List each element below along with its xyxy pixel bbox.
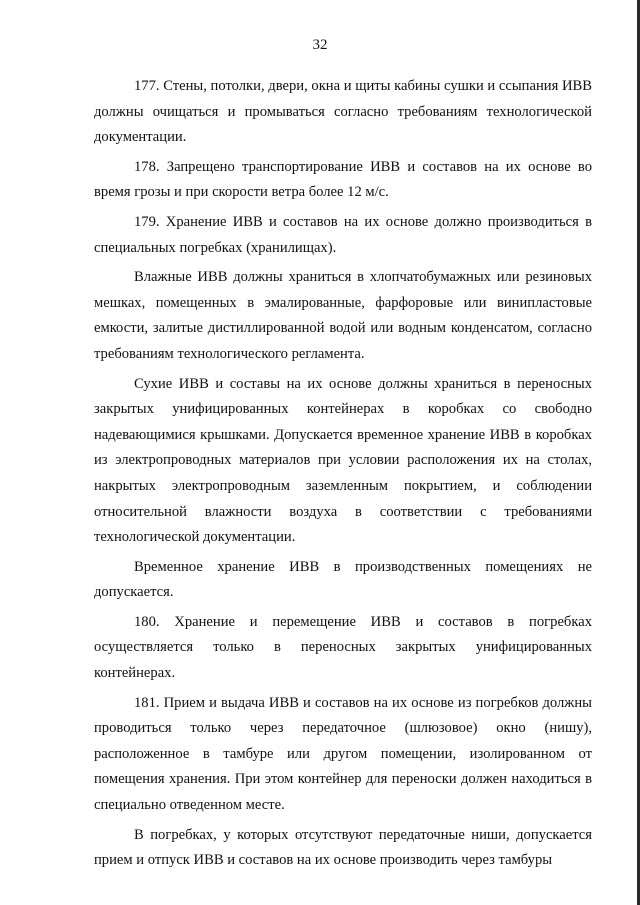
document-body <box>94 74 592 874</box>
paragraph-181: 181. Прием и выдача ИВВ и составов на их основе из погребков должны проводиться только через передаточное (шлюзовое) окно (нишу), расположенное в тамбуре или другом помещении, изолированном от помещения хранения. При этом контейнер для переноски должен находиться в специально отведенном месте. <box>94 694 592 814</box>
paragraph-no-niches: В погребках, у которых отсутствуют передаточные ниши, допускается прием и отпуск ИВВ и составов на их основе производить через тамбуры <box>94 826 592 869</box>
paragraph-180: 180. Хранение и перемещение ИВВ и составов в погребках осуществляется только в переносных закрытых унифицированных контейнерах. <box>94 613 592 682</box>
paragraph-178: 178. Запрещено транспортирование ИВВ и составов на их основе во время грозы и при скорости ветра более 12 м/с. <box>94 158 592 201</box>
paragraph-wet-ivv: Влажные ИВВ должны храниться в хлопчатобумажных или резиновых мешках, помещенных в эмалированные, фарфоровые или винипластовые емкости, залитые дистиллированной водой или водным конденсатом, согласно требованиям технологического регламента. <box>94 269 592 362</box>
paragraph-temporary-storage: Временное хранение ИВВ в производственных помещениях не допускается. <box>94 558 592 601</box>
page-number: 32 <box>312 37 328 53</box>
paragraph-177: 177. Стены, потолки, двери, окна и щиты кабины сушки и ссыпания ИВВ должны очищаться и промываться согласно требованиям технологической документации. <box>94 78 592 146</box>
paragraph-179: 179. Хранение ИВВ и составов на их основе должно производиться в специальных погребках (хранилищах). <box>94 213 592 256</box>
paragraph-dry-ivv: Сухие ИВВ и составы на их основе должны храниться в переносных закрытых унифицированных контейнерах в коробках со свободно надевающимися крышками. Допускается временное хранение ИВВ в коробках из электропроводных материалов при условии расположения их на столах, накрытых электропроводным заземленным покрытием, и соблюдении относительной влажности воздуха в соответствии с требованиями технологической документации. <box>94 375 592 546</box>
